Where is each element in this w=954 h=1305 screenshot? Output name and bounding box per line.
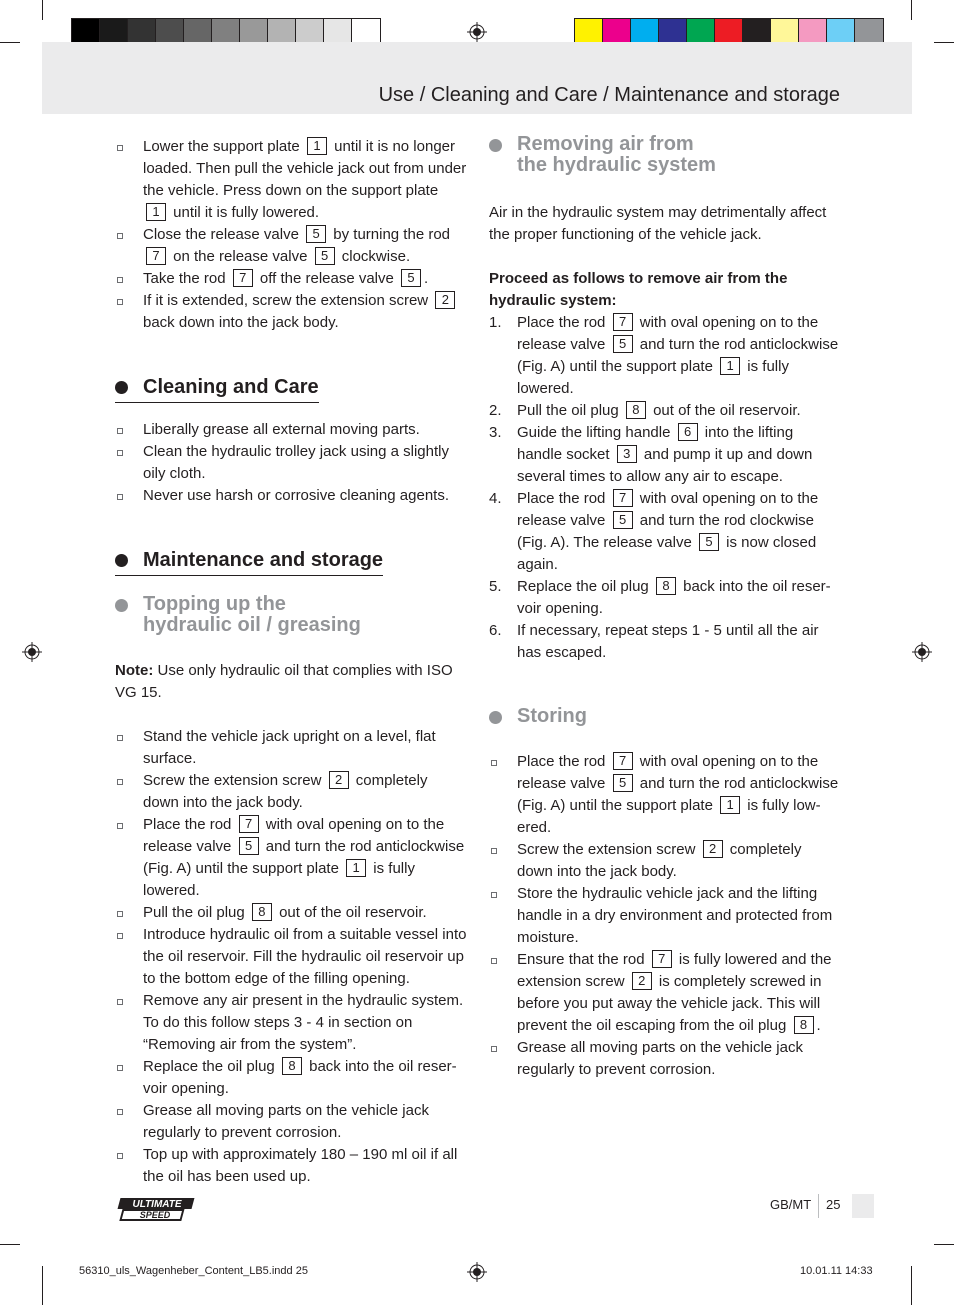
logo-bottom-text: SPEED	[139, 1210, 171, 1220]
part-number-badge: 7	[146, 247, 166, 265]
item-text: Liberally grease all external moving parts.	[143, 421, 420, 438]
item-text: with oval opening on to the release valve	[143, 816, 445, 855]
ultimate-speed-logo	[113, 1196, 199, 1222]
list-item	[115, 990, 467, 1056]
part-number-badge: 5	[315, 247, 335, 265]
item-text: Guide the lifting handle	[517, 424, 675, 441]
page-title: Use / Cleaning and Care / Maintenance and storage	[378, 84, 840, 106]
part-number-badge: 5	[306, 225, 326, 243]
part-number-badge: 5	[613, 511, 633, 529]
numbered-step	[489, 488, 841, 576]
note-label: Note:	[115, 662, 154, 679]
footer-language: GB/MT	[770, 1197, 812, 1212]
step-number: 5.	[489, 578, 502, 595]
item-text: with oval opening on to the release valve	[517, 314, 819, 353]
list-item	[489, 839, 841, 883]
item-text: Lower the support plate	[143, 138, 304, 155]
step-number: 3.	[489, 424, 502, 441]
item-text: back into the oil reser-voir opening.	[143, 1058, 457, 1097]
date-slug: 10.01.11 14:33	[800, 1265, 873, 1277]
item-text: Grease all moving parts on the vehicle jack regularly to prevent corrosion.	[143, 1102, 429, 1141]
item-text: Place the rod	[143, 816, 236, 833]
air-steps-list	[489, 312, 841, 664]
crop-mark	[934, 1244, 954, 1245]
crop-mark	[911, 0, 912, 20]
item-text: Grease all moving parts on the vehicle jack regularly to prevent corrosion.	[517, 1039, 803, 1078]
part-number-badge: 7	[652, 950, 672, 968]
list-item	[489, 1037, 841, 1081]
crop-mark	[0, 1244, 20, 1245]
part-number-badge: 1	[720, 796, 740, 814]
air-intro: Air in the hydraulic system may detrimentally affect the proper functioning of the vehicle jack.	[489, 204, 827, 243]
cleaning-list	[115, 419, 467, 507]
item-text: and turn the rod anticlockwise (Fig. A) until the support plate	[517, 775, 839, 814]
item-text: and turn the rod anticlockwise (Fig. A) until the support plate	[143, 838, 465, 877]
topping-list	[115, 726, 467, 1188]
list-item	[115, 224, 467, 268]
registration-mark-icon	[22, 642, 42, 662]
item-text: Replace the oil plug	[517, 578, 653, 595]
part-number-badge: 3	[617, 445, 637, 463]
crop-mark	[42, 0, 43, 20]
item-text: .	[424, 270, 429, 287]
item-text: and pump it up and down several times to allow any air to escape.	[517, 446, 813, 485]
part-number-badge: 8	[252, 903, 272, 921]
part-number-badge: 1	[307, 137, 327, 155]
crop-mark	[911, 1266, 912, 1305]
part-number-badge: 1	[146, 203, 166, 221]
item-text: with oval opening on to the release valve	[517, 490, 819, 529]
item-text: and turn the rod anticlockwise (Fig. A) until the support plate	[517, 336, 839, 375]
air-heading: Removing air from the hydraulic system	[489, 134, 841, 176]
item-text: is completely screwed in before you put away the vehicle jack. This will prevent the oil escaping from the oil plug	[517, 973, 822, 1034]
numbered-step	[489, 620, 841, 664]
item-text: Close the release valve	[143, 226, 304, 243]
item-text: completely down into the jack body.	[143, 772, 428, 811]
step-number: 2.	[489, 402, 502, 419]
note-text: Use only hydraulic oil that complies with ISO VG 15.	[115, 662, 453, 701]
list-item	[115, 924, 467, 990]
page-number: 25	[826, 1197, 841, 1212]
list-item	[115, 814, 467, 902]
topping-heading: Topping up the hydraulic oil / greasing	[115, 594, 467, 636]
item-text: out of the oil reservoir.	[648, 402, 801, 419]
part-number-badge: 1	[346, 859, 366, 877]
logo-top-text: ULTIMATE	[132, 1199, 182, 1210]
item-text: back down into the jack body.	[143, 314, 339, 331]
list-item	[489, 883, 841, 949]
part-number-badge: 8	[282, 1057, 302, 1075]
item-text: Screw the extension screw	[143, 772, 326, 789]
item-text: Pull the oil plug	[517, 402, 623, 419]
list-item	[115, 1144, 467, 1188]
crop-mark	[934, 42, 954, 43]
list-item	[489, 751, 841, 839]
item-text: Place the rod	[517, 490, 610, 507]
item-text: If necessary, repeat steps 1 - 5 until all the air has escaped.	[517, 622, 819, 661]
file-slug: 56310_uls_Wagenheber_Content_LB5.indd 25	[79, 1265, 308, 1277]
item-text: Never use harsh or corrosive cleaning agents.	[143, 487, 449, 504]
numbered-step	[489, 400, 841, 422]
part-number-badge: 8	[656, 577, 676, 595]
part-number-badge: 5	[239, 837, 259, 855]
list-item	[115, 485, 467, 507]
list-item	[115, 290, 467, 334]
use-list	[115, 136, 467, 334]
part-number-badge: 7	[233, 269, 253, 287]
item-text: Store the hydraulic vehicle jack and the lifting handle in a dry environment and protected from moisture.	[517, 885, 833, 946]
item-text: Introduce hydraulic oil from a suitable vessel into the oil reservoir. Fill the hydraulic oil reservoir up to the bottom edge of the filling opening.	[143, 926, 467, 987]
list-item	[115, 770, 467, 814]
proceed-label: Proceed as follows to remove air from the hydraulic system:	[489, 270, 788, 309]
registration-mark-icon	[912, 642, 932, 662]
cleaning-heading: Cleaning and Care	[115, 376, 467, 403]
step-number: 1.	[489, 314, 502, 331]
item-text: Stand the vehicle jack upright on a level, flat surface.	[143, 728, 436, 767]
step-number: 4.	[489, 490, 502, 507]
item-text: until it is fully lowered.	[169, 204, 320, 221]
part-number-badge: 8	[794, 1016, 814, 1034]
item-text: Ensure that the rod	[517, 951, 649, 968]
footer-divider	[818, 1194, 819, 1218]
part-number-badge: 8	[626, 401, 646, 419]
part-number-badge: 5	[613, 774, 633, 792]
item-text: .	[816, 1017, 821, 1034]
list-item	[115, 136, 467, 224]
item-text: If it is extended, screw the extension screw	[143, 292, 433, 309]
left-column	[115, 136, 467, 1188]
part-number-badge: 7	[613, 752, 633, 770]
item-text: is now closed again.	[517, 534, 817, 573]
numbered-step	[489, 312, 841, 400]
list-item	[115, 441, 467, 485]
part-number-badge: 7	[239, 815, 259, 833]
crop-mark	[42, 1266, 43, 1305]
item-text: Place the rod	[517, 314, 610, 331]
note-paragraph	[115, 660, 467, 704]
storing-heading: Storing	[489, 706, 841, 727]
item-text: by turning the rod	[329, 226, 451, 243]
item-text: out of the oil reservoir.	[274, 904, 427, 921]
item-text: Top up with approximately 180 – 190 ml oil if all the oil has been used up.	[143, 1146, 458, 1185]
item-text: on the release valve	[169, 248, 312, 265]
list-item	[115, 268, 467, 290]
step-number: 6.	[489, 622, 502, 639]
part-number-badge: 2	[435, 291, 455, 309]
item-text: and turn the rod clockwise (Fig. A). The release valve	[517, 512, 814, 551]
part-number-badge: 5	[699, 533, 719, 551]
item-text: completely down into the jack body.	[517, 841, 802, 880]
numbered-step	[489, 422, 841, 488]
item-text: Place the rod	[517, 753, 610, 770]
item-text: is fully lowered and the extension screw	[517, 951, 832, 990]
item-text: Clean the hydraulic trolley jack using a slightly oily cloth.	[143, 443, 449, 482]
item-text: Screw the extension screw	[517, 841, 700, 858]
part-number-badge: 2	[329, 771, 349, 789]
footer-tab	[852, 1194, 874, 1218]
item-text: Take the rod	[143, 270, 230, 287]
item-text: with oval opening on to the release valve	[517, 753, 819, 792]
list-item	[489, 949, 841, 1037]
item-text: Remove any air present in the hydraulic system. To do this follow steps 3 - 4 in section on “Removing air from the system”.	[143, 992, 464, 1053]
storing-list	[489, 751, 841, 1081]
item-text: is fully low-ered.	[517, 797, 821, 836]
registration-mark-icon	[467, 1262, 487, 1282]
item-text: back into the oil reser-voir opening.	[517, 578, 831, 617]
part-number-badge: 1	[720, 357, 740, 375]
item-text: Pull the oil plug	[143, 904, 249, 921]
right-column	[489, 134, 841, 1081]
part-number-badge: 7	[613, 313, 633, 331]
part-number-badge: 5	[401, 269, 421, 287]
maintenance-heading: Maintenance and storage	[115, 549, 467, 576]
list-item	[115, 1056, 467, 1100]
list-item	[115, 419, 467, 441]
item-text: Replace the oil plug	[143, 1058, 279, 1075]
numbered-step	[489, 576, 841, 620]
item-text: is fully lowered.	[143, 860, 415, 899]
list-item	[115, 902, 467, 924]
crop-mark	[0, 42, 20, 43]
item-text: clockwise.	[337, 248, 411, 265]
part-number-badge: 7	[613, 489, 633, 507]
part-number-badge: 2	[703, 840, 723, 858]
item-text: into the lifting handle socket	[517, 424, 794, 463]
part-number-badge: 2	[632, 972, 652, 990]
part-number-badge: 5	[613, 335, 633, 353]
item-text: until it is no longer loaded. Then pull the vehicle jack out from under the vehicle. Press down on the support plate	[143, 138, 467, 199]
item-text: is fully lowered.	[517, 358, 789, 397]
part-number-badge: 6	[678, 423, 698, 441]
list-item	[115, 726, 467, 770]
list-item	[115, 1100, 467, 1144]
item-text: off the release valve	[255, 270, 399, 287]
registration-mark-icon	[467, 22, 487, 42]
